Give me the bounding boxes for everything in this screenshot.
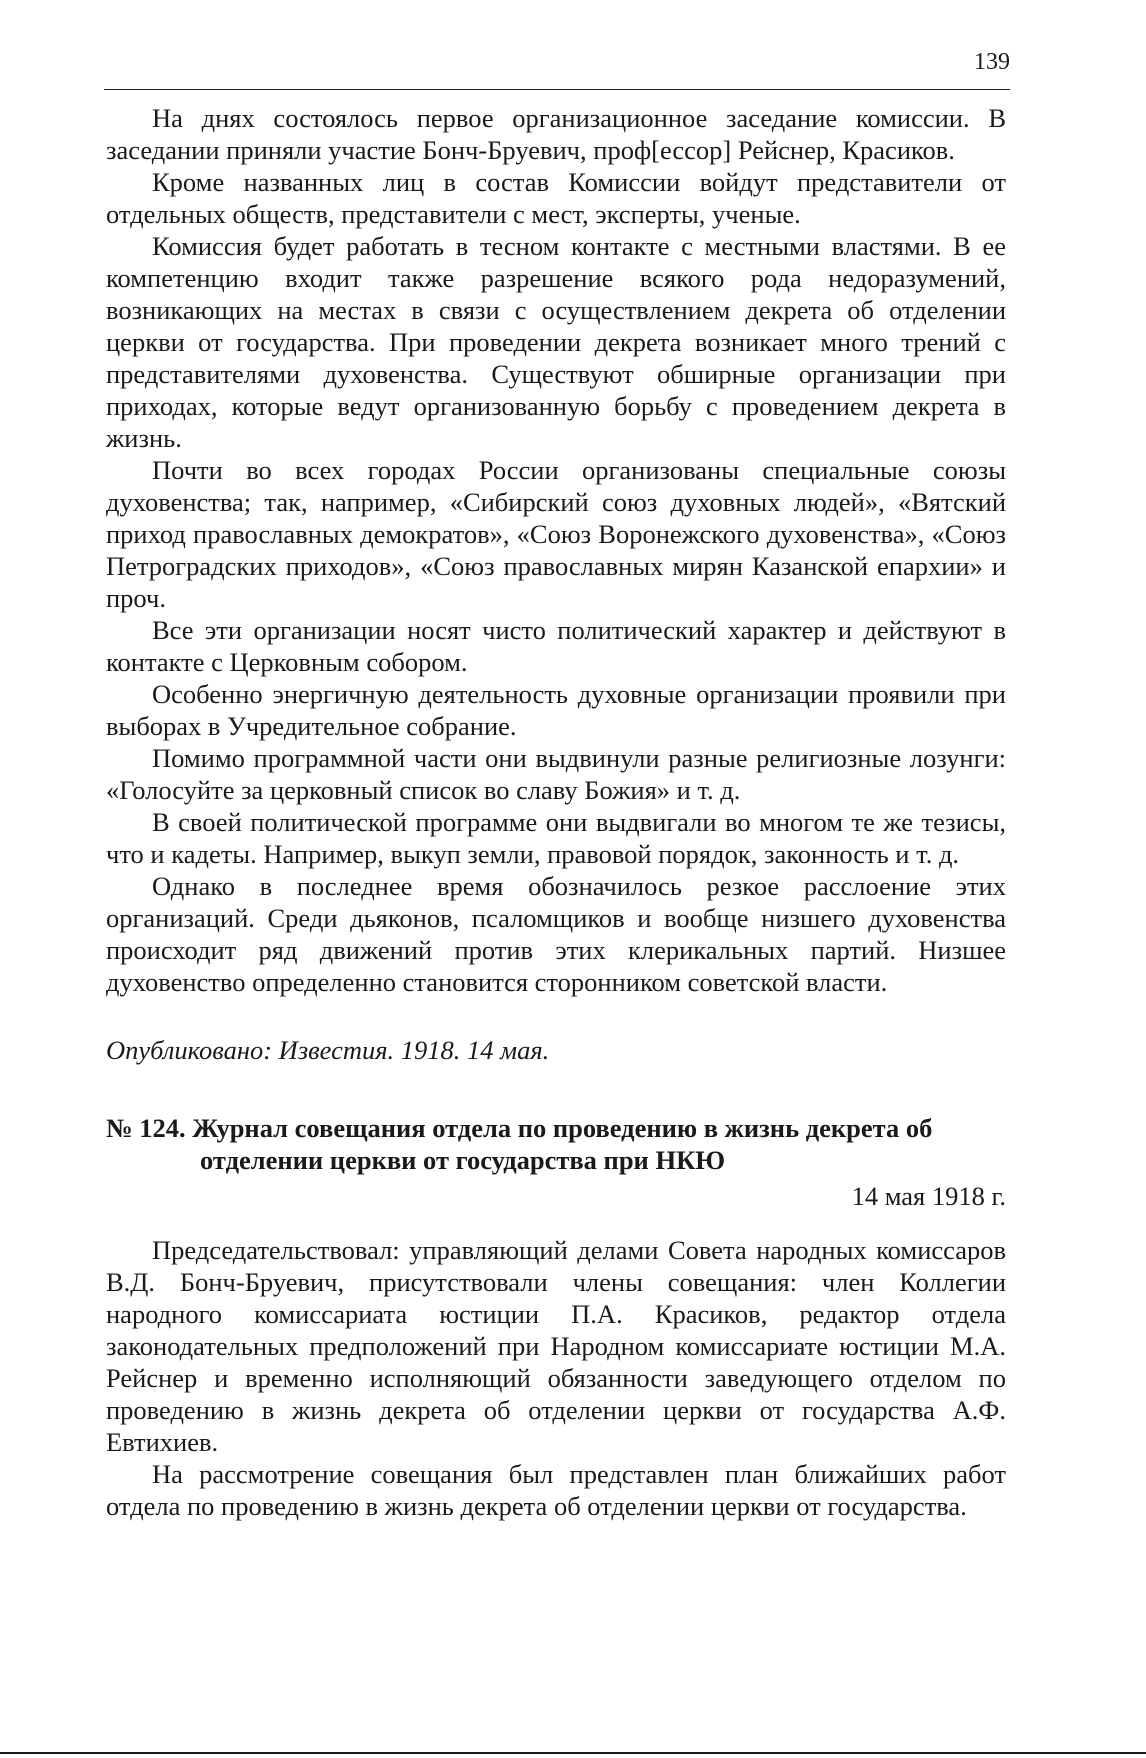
paragraph: Комиссия будет работать в тесном контакте с местными властями. В ее компетенцию входит также разрешение всякого рода недоразумений, возникающих на местах в связи с осуществлением декрета об отделении церкви от государства. При проведении декрета возникает много трений с представителями духовенства. Существуют обширные организации при приходах, которые ведут организованную борьбу с проведением декрета в жизнь.	[106, 231, 1006, 453]
paragraph: Почти во всех городах России организованы специальные союзы духовенства; так, например, «Сибирский союз духовных людей», «Вятский приход православных демократов», «Союз Воронежского духовенства», «Союз Петроградских приходов», «Союз православных мирян Казанской епархии» и проч.	[106, 455, 1006, 613]
paragraph: В своей политической программе они выдвигали во многом те же тезисы, что и кадеты. Например, выкуп земли, правовой порядок, законность и т. д.	[106, 807, 1006, 869]
page-body	[106, 102, 1006, 1522]
paragraph: Особенно энергичную деятельность духовные организации проявили при выборах в Учредительное собрание.	[106, 679, 1006, 741]
document-paragraph: Председательствовал: управляющий делами Совета народных комиссаров В.Д. Бонч-Бруевич, присутствовали члены совещания: член Коллегии народного комиссариата юстиции П.А. Красиков, редактор отдела законодательных предположений при Народном комиссариате юстиции М.А. Рейснер и временно исполняющий обязанности заведующего отделом по проведению в жизнь декрета об отделении церкви от государства А.Ф. Евтихиев.	[106, 1235, 1006, 1457]
document-heading: № 124. Журнал совещания отдела по проведению в жизнь декрета об отделении церкви от государства при НКЮ	[106, 1113, 933, 1175]
bottom-edge-rule	[0, 1752, 1146, 1754]
header-rule	[104, 89, 1010, 90]
source-note: Опубликовано: Известия. 1918. 14 мая.	[106, 1035, 550, 1065]
document-date: 14 мая 1918 г.	[851, 1181, 1006, 1211]
paragraph: Все эти организации носят чисто политический характер и действуют в контакте с Церковным собором.	[106, 615, 1006, 677]
document-paragraph: На рассмотрение совещания был представлен план ближайших работ отдела по проведению в жизнь декрета об отделении церкви от государства.	[106, 1459, 1006, 1521]
paragraph: Помимо программной части они выдвинули разные религиозные лозунги: «Голосуйте за церковный список во славу Божия» и т. д.	[106, 743, 1006, 805]
page-number: 139	[974, 49, 1010, 75]
paragraph: На днях состоялось первое организационное заседание комиссии. В заседании приняли участие Бонч-Бруевич, проф[ессор] Рейснер, Красиков.	[106, 103, 1006, 165]
paragraph: Кроме названных лиц в состав Комиссии войдут представители от отдельных обществ, представители с мест, эксперты, ученые.	[106, 167, 1006, 229]
paragraph: Однако в последнее время обозначилось резкое расслоение этих организаций. Среди дьяконов, псаломщиков и вообще низшего духовенства происходит ряд движений против этих клерикальных партий. Низшее духовенство определенно становится сторонником советской власти.	[106, 871, 1006, 997]
